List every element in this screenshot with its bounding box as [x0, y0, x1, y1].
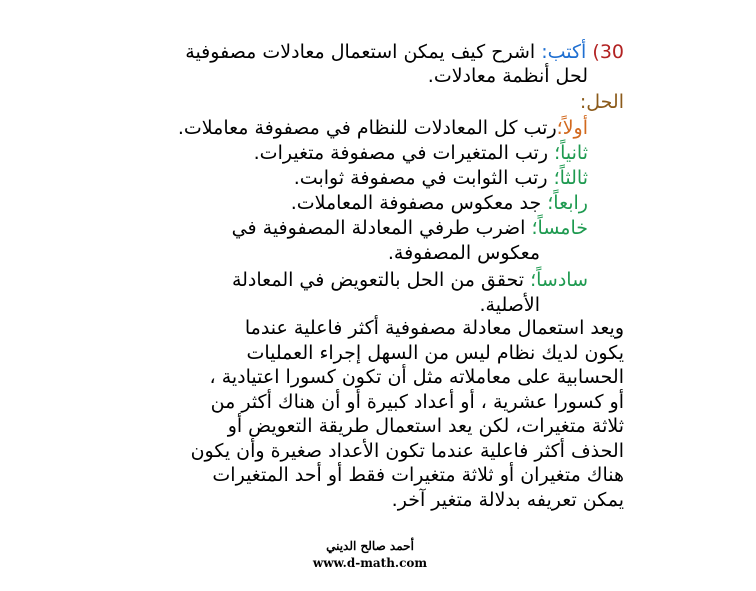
step-6-continuation [40, 293, 540, 317]
step-3-label: ثالثاً؛ [553, 167, 588, 189]
step-1 [88, 116, 588, 140]
step-1-text: رتب كل المعادلات للنظام في مصفوفة معاملات. [177, 117, 557, 139]
step-4 [88, 191, 588, 215]
step-4-label: رابعاً؛ [547, 192, 588, 214]
step-5-label: خامساً؛ [531, 217, 588, 239]
step-3 [88, 166, 588, 190]
step-6-text: تحقق من الحل بالتعويض في المعادلة [231, 269, 531, 291]
step-4-text: جد معكوس مصفوفة المعاملات. [290, 192, 548, 214]
footer-website: www.d-math.com [312, 556, 428, 570]
step-2 [88, 141, 588, 165]
step-2-text: رتب المتغيرات في مصفوفة متغيرات. [253, 142, 555, 164]
step-5-text: اضرب طرفي المعادلة المصفوفية في [231, 217, 532, 239]
step-6-cont-text: الأصلية. [479, 294, 540, 316]
step-1-label: أولاً؛ [556, 117, 588, 139]
paragraph-line: هناك متغيران أو ثلاثة متغيرات فقط أو أحد المتغيرات [212, 464, 624, 486]
question-prompt-label: أكتب: [541, 41, 587, 63]
question-line-2 [88, 64, 588, 88]
question-text-2: لحل أنظمة معادلات. [427, 65, 588, 87]
explanation-paragraph [164, 316, 624, 512]
step-3-text: رتب الثوابت في مصفوفة ثوابت. [293, 167, 554, 189]
paragraph-line: يكون لديك نظام ليس من السهل إجراء العمليات [246, 341, 624, 364]
footer-author: أحمد صالح الديني [326, 539, 414, 553]
paragraph-line: الحذف أكثر فاعلية عندما تكون الأعداد صغيرة وأن يكون [190, 439, 624, 462]
paragraph-line: ويعد استعمال معادلة مصفوفية أكثر فاعلية عندما [244, 317, 624, 339]
step-2-label: ثانياً؛ [554, 142, 588, 164]
paragraph-line: الحسابية على معاملاته مثل أن تكون كسورا اعتيادية ، [209, 366, 624, 388]
solution-label: الحل: [579, 91, 624, 113]
paragraph-line: أو كسورا عشرية ، أو أعداد كبيرة أو أن هناك أكثر من [210, 390, 624, 413]
step-6-label: سادساً؛ [530, 269, 588, 291]
step-5-continuation [40, 241, 540, 265]
step-5-cont-text: معكوس المصفوفة. [387, 242, 540, 264]
question-number: 30) [592, 41, 624, 63]
question-line-1 [124, 40, 624, 64]
step-6 [88, 268, 588, 292]
paragraph-line: ثلاثة متغيرات، لكن يعد استعمال طريقة التعويض أو [227, 415, 624, 437]
step-5 [88, 216, 588, 240]
paragraph-line: يمكن تعريفه بدلالة متغير آخر. [391, 488, 624, 511]
question-text-1: اشرح كيف يمكن استعمال معادلات مصفوفية [185, 41, 536, 63]
